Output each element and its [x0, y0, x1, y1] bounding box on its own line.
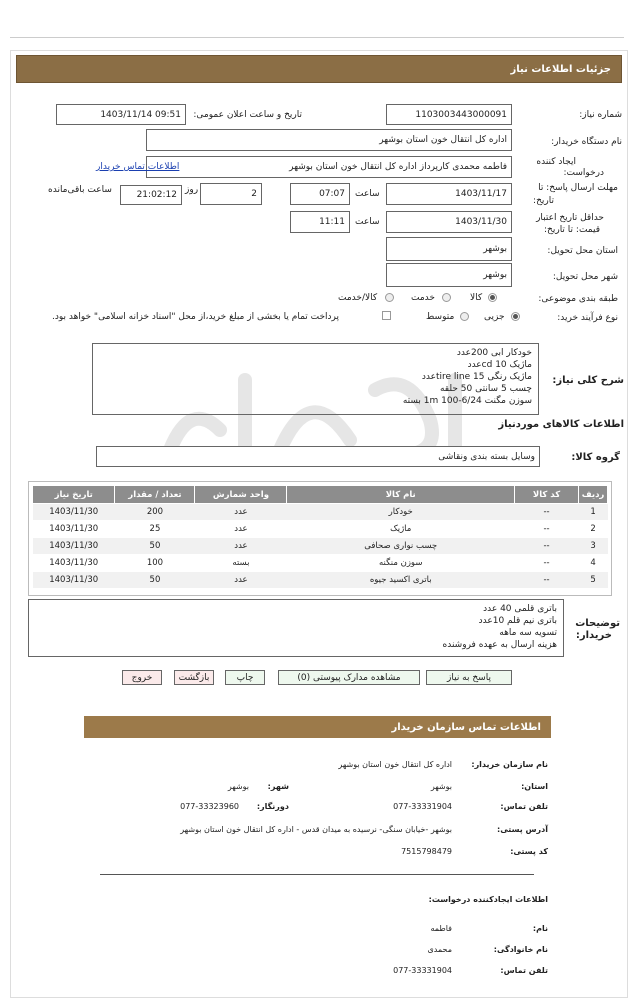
- summary-line: ماژیک cd 10عدد: [467, 360, 532, 370]
- creator-field[interactable]: فاطمه محمدی کارپرداز اداره کل انتقال خون استان بوشهر: [146, 156, 512, 178]
- cell-item-code: --: [514, 521, 578, 538]
- contact-header: [84, 716, 551, 738]
- cell-item-name: ماژیک: [287, 521, 514, 538]
- need-number-field[interactable]: 1103003443000091: [386, 104, 512, 125]
- cell-item-code: --: [514, 504, 578, 521]
- attachments-button[interactable]: مشاهده مدارک پیوستی (0): [278, 670, 420, 685]
- validity-label-1: حداقل تاریخ اعتبار: [536, 213, 604, 223]
- cell-need-date: 1403/11/30: [33, 504, 115, 521]
- validity-date-field[interactable]: 1403/11/30: [386, 211, 512, 233]
- process-radio-medium[interactable]: [460, 312, 469, 324]
- need-number-label: شماره نیاز:: [579, 110, 622, 120]
- cell-unit: عدد: [195, 538, 287, 555]
- day-label: روز: [185, 185, 199, 195]
- cell-item-name: خودکار: [287, 504, 514, 521]
- radio-unchecked-icon: [460, 312, 469, 321]
- column-header[interactable]: کد کالا: [514, 486, 578, 504]
- table-row[interactable]: [33, 521, 608, 538]
- remaining-label: ساعت باقی‌مانده: [48, 185, 112, 195]
- creator-label-1: ایجاد کننده: [536, 157, 576, 167]
- province-label: استان محل تحویل:: [547, 246, 618, 256]
- cell-row-number: 1: [579, 504, 608, 521]
- buyer-org-label: نام دستگاه خریدار:: [551, 137, 622, 147]
- notes-line: هزینه ارسال به عهده فروشنده: [442, 640, 557, 650]
- page-title: جزئیات اطلاعات نیاز: [510, 63, 611, 75]
- contact-province-label: استان:: [521, 782, 548, 791]
- cell-item-name: چسب نواری صحافی: [287, 538, 514, 555]
- process-radio-minor[interactable]: [511, 312, 520, 324]
- reply-button[interactable]: پاسخ به نیاز: [426, 670, 512, 685]
- process-option-minor-label: جزیی: [484, 312, 505, 322]
- notes-area[interactable]: [28, 599, 564, 657]
- radio-unchecked-icon: [442, 293, 451, 302]
- creator-phone-value: 077-33331904: [393, 966, 452, 975]
- announce-date-field[interactable]: 1403/11/14 09:51: [56, 104, 186, 125]
- goods-group-field[interactable]: وسایل بسته بندی ونقاشی: [96, 446, 540, 467]
- contact-divider: [100, 874, 534, 875]
- cell-need-date: 1403/11/30: [33, 572, 115, 589]
- exit-button[interactable]: خروج: [122, 670, 162, 685]
- deadline-label-2: تاریخ:: [533, 196, 554, 206]
- payment-note: پرداخت تمام یا بخشی از مبلغ خرید،از محل "اسناد خزانه اسلامی" خواهد بود.: [52, 312, 340, 322]
- back-button[interactable]: بازگشت: [174, 670, 214, 685]
- contact-org-value: اداره کل انتقال خون استان بوشهر: [338, 760, 452, 769]
- column-header[interactable]: تعداد / مقدار: [115, 486, 195, 504]
- cell-item-name: سوزن منگنه: [287, 555, 514, 572]
- cell-need-date: 1403/11/30: [33, 555, 115, 572]
- creator-last-name-label: نام خانوادگی:: [493, 945, 548, 954]
- cell-unit: عدد: [195, 521, 287, 538]
- summary-label: شرح کلی نیاز:: [552, 375, 624, 386]
- cell-unit: عدد: [195, 504, 287, 521]
- process-label: نوع فرآیند خرید:: [557, 313, 618, 323]
- creator-first-name-value: فاطمه: [430, 924, 452, 933]
- radio-unchecked-icon: [385, 293, 394, 302]
- cell-item-name: باتری اکسید جیوه: [287, 572, 514, 589]
- category-radio-goods-service[interactable]: [385, 293, 394, 305]
- column-header[interactable]: واحد شمارش: [195, 486, 287, 504]
- city-label: شهر محل تحویل:: [552, 272, 618, 282]
- notes-line: تسویه سه ماهه: [499, 628, 557, 638]
- cell-item-code: --: [514, 538, 578, 555]
- creator-label-2: درخواست:: [563, 168, 604, 178]
- contact-phone-value: 077-33331904: [393, 802, 452, 811]
- column-header[interactable]: ردیف: [579, 486, 608, 504]
- category-label: طبقه بندی موضوعی:: [538, 294, 618, 304]
- table-row[interactable]: [33, 538, 608, 555]
- contact-postal-label: کد پستی:: [510, 847, 548, 856]
- table-header-row: [33, 486, 608, 504]
- print-button[interactable]: چاپ: [225, 670, 265, 685]
- creator-phone-label: تلفن تماس:: [500, 966, 548, 975]
- process-option-medium-label: متوسط: [426, 312, 455, 322]
- checkbox-icon: [382, 311, 391, 320]
- radio-checked-icon: [488, 293, 497, 302]
- buyer-org-field[interactable]: اداره کل انتقال خون استان بوشهر: [146, 129, 512, 151]
- cell-row-number: 3: [579, 538, 608, 555]
- summary-line: سوزن مگنت 6/24-100 1m بسته: [402, 396, 532, 406]
- contact-city-value: بوشهر: [227, 782, 249, 791]
- summary-area[interactable]: [92, 343, 539, 415]
- notes-label-1: توضیحات: [575, 618, 620, 629]
- city-field[interactable]: بوشهر: [386, 263, 512, 287]
- category-option-service-label: خدمت: [411, 293, 435, 303]
- goods-group-label: گروه کالا:: [571, 452, 620, 463]
- contact-fax-label: دورنگار:: [256, 802, 289, 811]
- cell-unit: بسته: [195, 555, 287, 572]
- cell-unit: عدد: [195, 572, 287, 589]
- announce-date-label: تاریخ و ساعت اعلان عمومی:: [193, 110, 302, 120]
- remaining-time-field[interactable]: 21:02:12: [120, 185, 182, 205]
- notes-label-2: خریدار:: [575, 630, 612, 641]
- category-radio-goods[interactable]: [488, 293, 497, 305]
- creator-last-name-value: محمدی: [427, 945, 452, 954]
- contact-fax-value: 077-33323960: [180, 802, 239, 811]
- contact-province-value: بوشهر: [430, 782, 452, 791]
- creator-info-title: اطلاعات ایجادکننده درخواست:: [428, 895, 548, 904]
- contact-address-label: آدرس پستی:: [497, 825, 548, 834]
- contact-city-label: شهر:: [267, 782, 289, 791]
- table-row[interactable]: [33, 504, 608, 521]
- top-divider: [10, 37, 624, 38]
- deadline-time-field[interactable]: 07:07: [290, 183, 350, 205]
- contact-info-link[interactable]: اطلاعات تماس خریدار: [96, 162, 180, 172]
- category-option-goods-service-label: کالا/خدمت: [338, 293, 378, 303]
- cell-item-code: --: [514, 555, 578, 572]
- contact-phone-label: تلفن تماس:: [500, 802, 548, 811]
- days-field[interactable]: 2: [200, 183, 262, 205]
- deadline-time-label: ساعت: [355, 189, 380, 199]
- cell-quantity: 25: [115, 521, 195, 538]
- column-header[interactable]: نام کالا: [287, 486, 514, 504]
- items-table: [32, 485, 608, 589]
- table-row[interactable]: [33, 555, 608, 572]
- cell-row-number: 5: [579, 572, 608, 589]
- creator-first-name-label: نام:: [532, 924, 548, 933]
- deadline-label-1: مهلت ارسال پاسخ: تا: [538, 183, 618, 193]
- summary-line: ماژیک رنگی tire line 15عدد: [421, 372, 532, 382]
- table-row[interactable]: [33, 572, 608, 589]
- cell-quantity: 50: [115, 538, 195, 555]
- category-option-goods-label: کالا: [470, 293, 483, 303]
- cell-need-date: 1403/11/30: [33, 521, 115, 538]
- contact-address-value: بوشهر -خیابان سنگی- نرسیده به میدان قدس - اداره کل انتقال خون استان بوشهر: [180, 825, 452, 834]
- cell-quantity: 200: [115, 504, 195, 521]
- cell-row-number: 4: [579, 555, 608, 572]
- page-header: [16, 55, 622, 83]
- treasury-checkbox[interactable]: [382, 311, 391, 323]
- province-field[interactable]: بوشهر: [386, 237, 512, 261]
- category-radio-service[interactable]: [442, 293, 451, 305]
- contact-org-label: نام سازمان خریدار:: [471, 760, 548, 769]
- validity-label-2: قیمت: تا تاریخ:: [544, 225, 600, 235]
- contact-postal-value: 7515798479: [401, 847, 452, 856]
- items-table-container: [28, 481, 612, 596]
- cell-quantity: 100: [115, 555, 195, 572]
- cell-item-code: --: [514, 572, 578, 589]
- radio-checked-icon: [511, 312, 520, 321]
- deadline-date-field[interactable]: 1403/11/17: [386, 183, 512, 205]
- notes-line: باتری قلمی 40 عدد: [483, 604, 557, 614]
- validity-time-field[interactable]: 11:11: [290, 211, 350, 233]
- summary-line: چسب 5 سانتی 50 حلقه: [439, 384, 532, 394]
- notes-line: باتری نیم قلم 10عدد: [478, 616, 557, 626]
- cell-quantity: 50: [115, 572, 195, 589]
- cell-row-number: 2: [579, 521, 608, 538]
- cell-need-date: 1403/11/30: [33, 538, 115, 555]
- contact-title: اطلاعات تماس سازمان خریدار: [391, 721, 541, 733]
- column-header[interactable]: تاریخ نیاز: [33, 486, 115, 504]
- summary-line: خودکار ابی 200عدد: [456, 348, 532, 358]
- validity-time-label: ساعت: [355, 217, 380, 227]
- goods-title: اطلاعات کالاهای موردنیاز: [498, 419, 624, 430]
